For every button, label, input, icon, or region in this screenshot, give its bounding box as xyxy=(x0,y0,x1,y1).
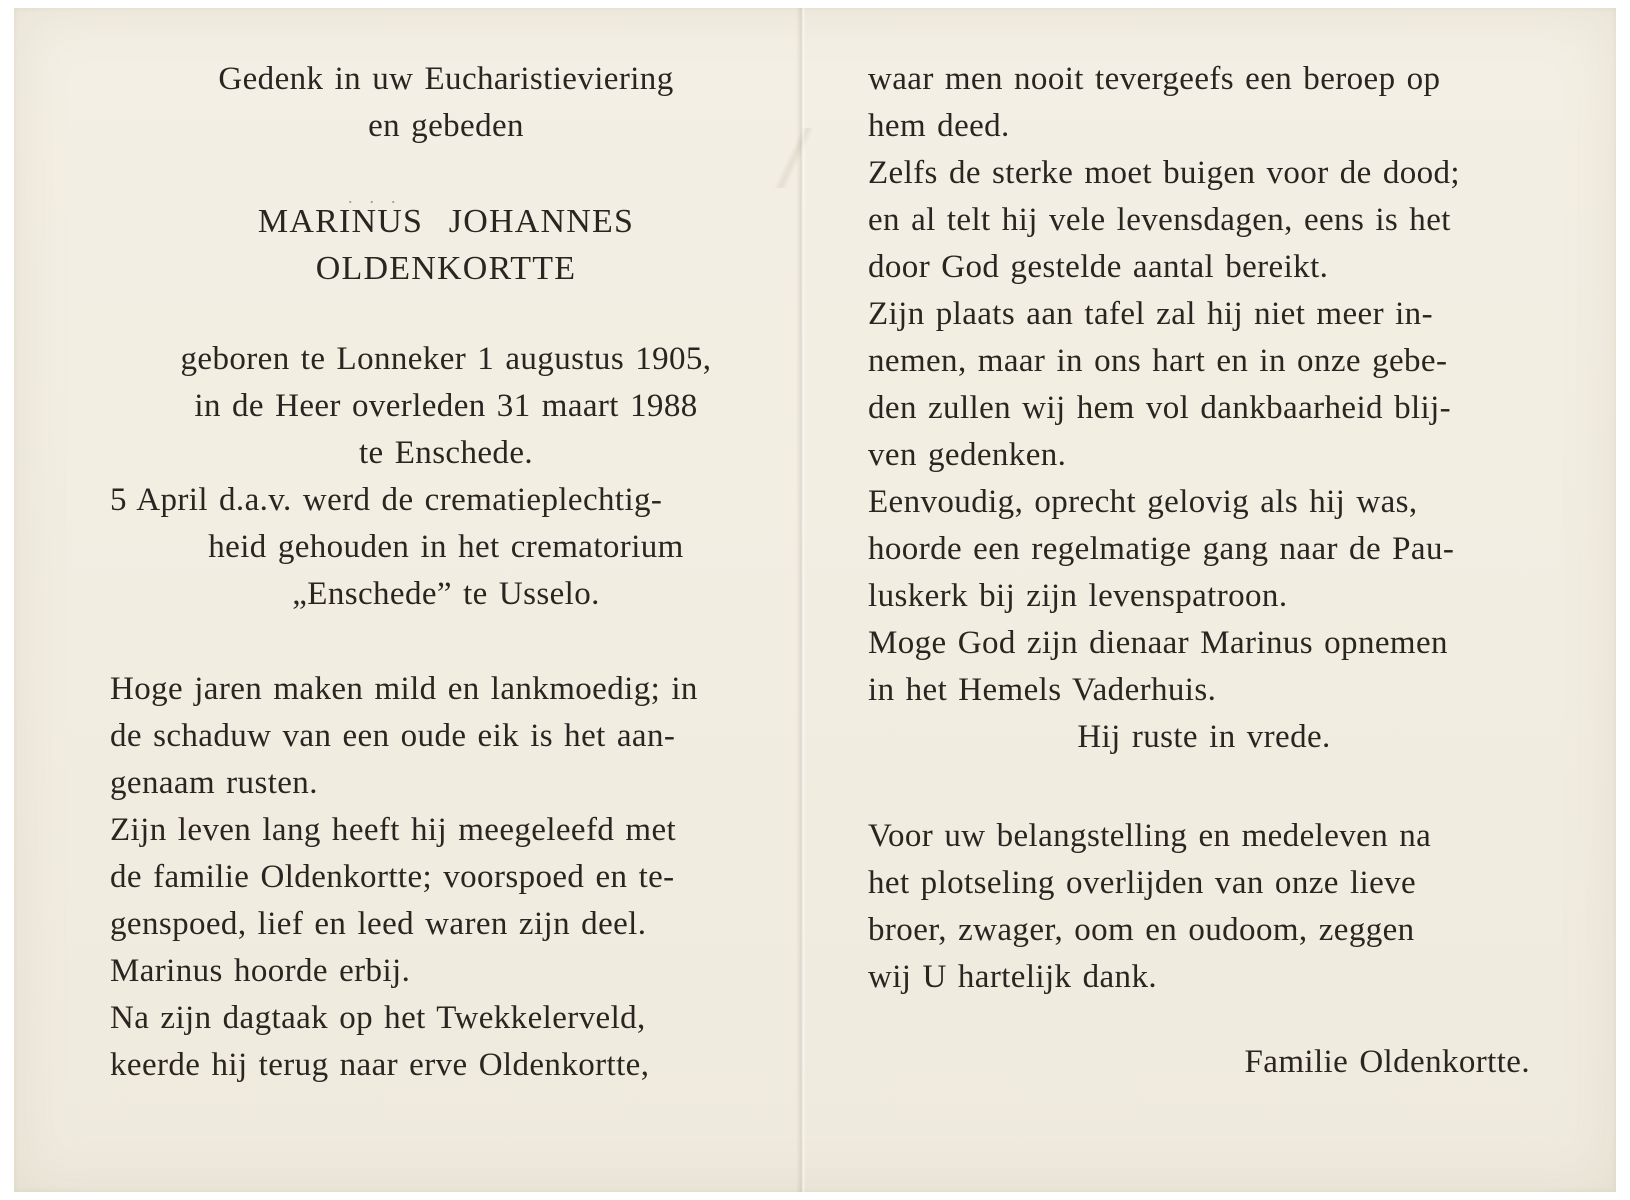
text-line: en al telt hij vele levensdagen, eens is het xyxy=(868,202,1451,238)
acknowledgement-block xyxy=(868,813,1540,1001)
deceased-name-block xyxy=(110,198,782,292)
text-line: Zijn leven lang heeft hij meegeleefd met xyxy=(110,812,677,848)
text-line: genspoed, lief en leed waren zijn deel. xyxy=(110,906,647,942)
text-line: wij U hartelijk dank. xyxy=(868,959,1158,995)
text-line: Na zijn dagtaak op het Twekkelerveld, xyxy=(110,1000,646,1036)
text-line: nemen, maar in ons hart en in onze gebe- xyxy=(868,343,1448,379)
text-line: Marinus hoorde erbij. xyxy=(110,953,411,989)
text-line: den zullen wij hem vol dankbaarheid blij- xyxy=(868,390,1452,426)
text-line: de familie Oldenkortte; voorspoed en te- xyxy=(110,859,675,895)
text-line: broer, zwager, oom en oudoom, zeggen xyxy=(868,912,1415,948)
text-line: Hoge jaren maken mild en lankmoedig; in xyxy=(110,671,698,707)
text-line: MARINUS JOHANNES xyxy=(257,203,635,240)
right-body-text-block xyxy=(868,56,1540,714)
text-line: in het Hemels Vaderhuis. xyxy=(868,672,1217,708)
text-line: 5 April d.a.v. werd de crematieplechtig- xyxy=(110,482,663,518)
text-line: in de Heer overleden 31 maart 1988 xyxy=(194,388,698,424)
text-line: Zelfs de sterke moet buigen voor de dood; xyxy=(868,155,1460,191)
birth-death-dates-block xyxy=(110,336,782,477)
text-line: genaam rusten. xyxy=(110,765,318,801)
text-line: hem deed. xyxy=(868,108,1010,144)
text-line: Gedenk in uw Eucharistieviering xyxy=(218,61,674,97)
text-line: waar men nooit tevergeefs een beroep op xyxy=(868,61,1441,97)
text-line: heid gehouden in het crematorium xyxy=(208,529,684,565)
text-line: de schaduw van een oude eik is het aan- xyxy=(110,718,676,754)
text-line: en gebeden xyxy=(368,108,524,144)
text-line: Moge God zijn dienaar Marinus opnemen xyxy=(868,625,1448,661)
text-line: het plotseling overlijden van onze lieve xyxy=(868,865,1417,901)
text-line: te Enschede. xyxy=(358,435,534,471)
text-line: luskerk bij zijn levenspatroon. xyxy=(868,578,1288,614)
text-line: Eenvoudig, oprecht gelovig als hij was, xyxy=(868,484,1418,520)
intro-block xyxy=(110,56,782,150)
text-line: „Enschede” te Usselo. xyxy=(292,576,600,612)
cremation-block xyxy=(110,477,782,618)
text-line: door God gestelde aantal bereikt. xyxy=(868,249,1329,285)
family-signature: Familie Oldenkortte. xyxy=(1244,1044,1530,1080)
left-body-text-block xyxy=(110,666,782,1089)
text-line: keerde hij terug naar erve Oldenkortte, xyxy=(110,1047,650,1083)
rest-in-peace-line: Hij ruste in vrede. xyxy=(1077,719,1331,755)
text-line: ven gedenken. xyxy=(868,437,1067,473)
text-line: Voor uw belangstelling en medeleven na xyxy=(868,818,1432,854)
text-line: geboren te Lonneker 1 augustus 1905, xyxy=(180,341,712,377)
scan-artifact-dots: . . . xyxy=(348,187,401,207)
text-line: OLDENKORTTE xyxy=(315,250,577,287)
right-page xyxy=(868,56,1540,1086)
memorial-card-paper xyxy=(14,8,1616,1192)
text-line: hoorde een regelmatige gang naar de Pau- xyxy=(868,531,1455,567)
text-line: Zijn plaats aan tafel zal hij niet meer in- xyxy=(868,296,1433,332)
left-page xyxy=(110,56,782,1089)
center-fold-line xyxy=(796,8,806,1192)
